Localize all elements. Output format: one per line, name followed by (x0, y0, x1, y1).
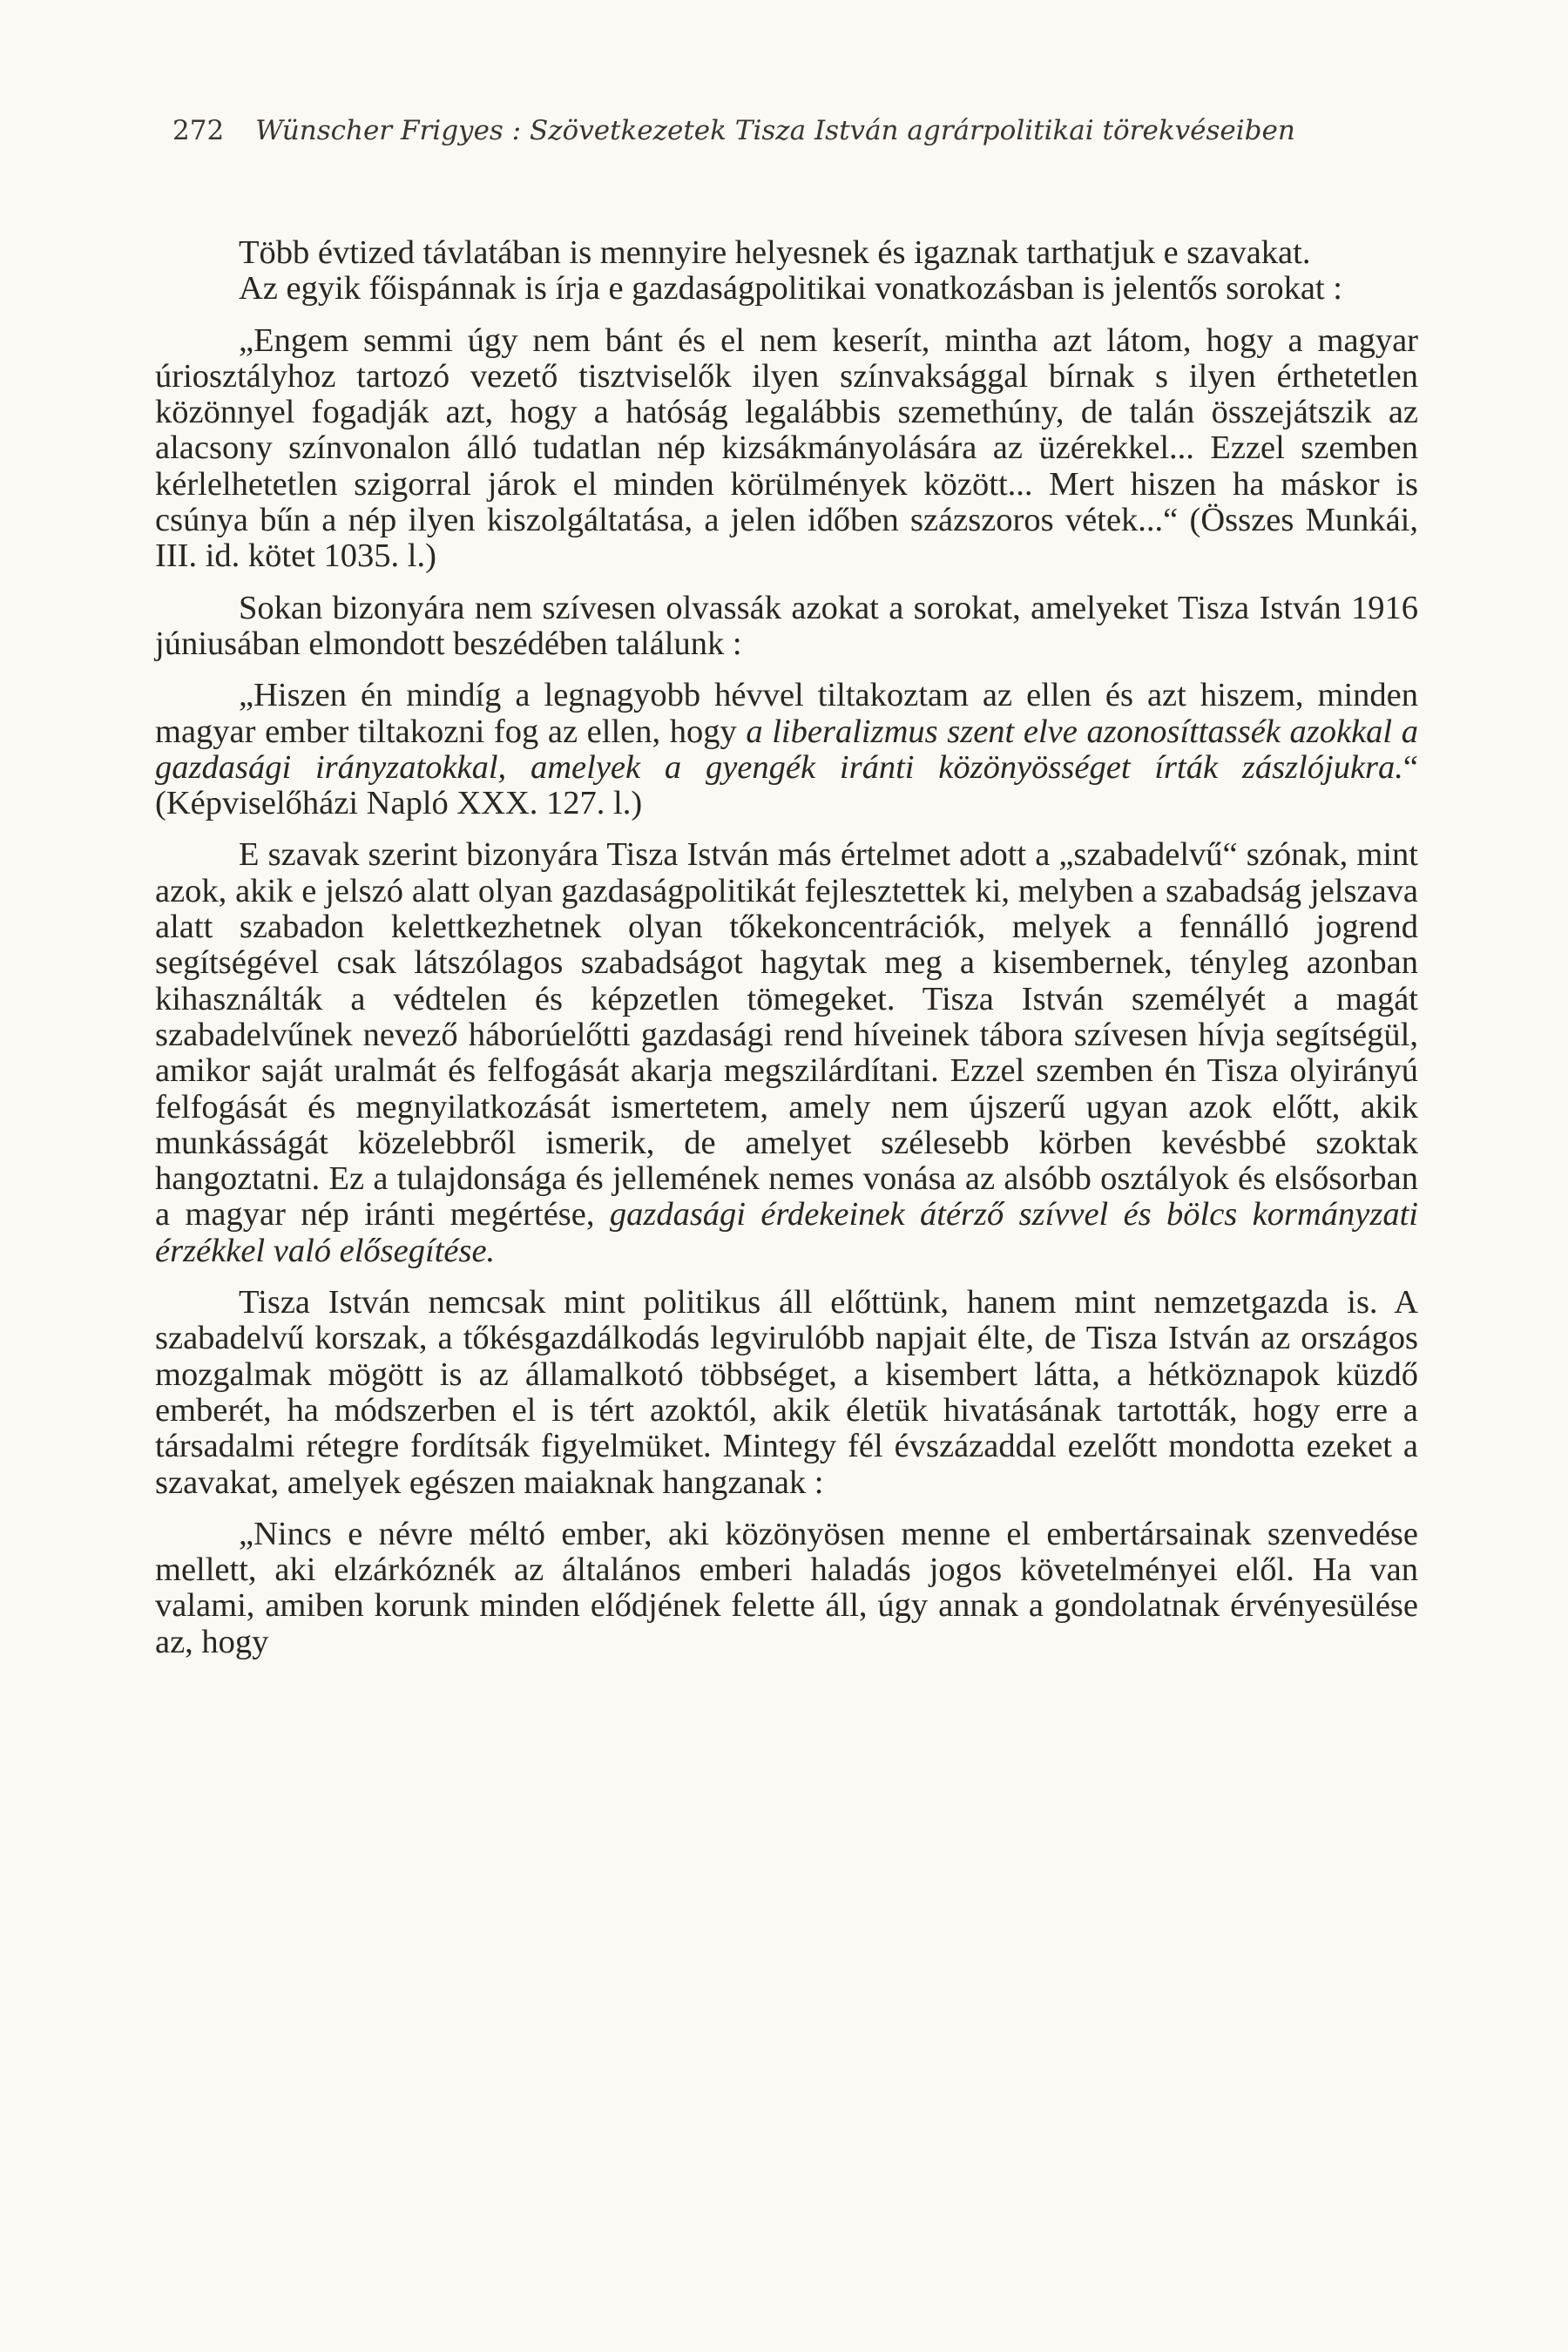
paragraph: Több évtized távlatában is mennyire helyesnek és igaznak tarthatjuk e szavakat. (239, 234, 1311, 271)
quote-paragraph (155, 678, 1418, 821)
paragraph: Sokan bizonyára nem szívesen olvassák azokat a sorokat, amelyeket Tisza István 1916 júniusában elmondott beszédében találunk : (155, 589, 1418, 662)
page-number: 272 (172, 115, 225, 146)
quote-source: “ (Képviselőházi Napló XXX. 127. l.) (155, 748, 1418, 822)
quote-paragraph: „Engem semmi úgy nem bánt és el nem keserít, mintha azt látom, hogy a magyar úriosztályhoz tartozó vezető tisztviselők ilyen színvaksággal bírnak s ilyen érthetetlen közönnyel fogadják azt, hogy a hatóság legalábbis szemethúny, de talán összejátszik az alacsony színvonalon álló tudatlan nép kizsákmányolására az üzérekkel... Ezzel szemben kérlelhetetlen szigorral járok el minden körülmények között... Mert hiszen ha máskor is csúnya bűn a nép ilyen kiszolgáltatása, a jelen időben százszoros vétek...“ (Összes Munkái, III. id. kötet 1035. l.) (155, 321, 1418, 575)
running-header (172, 115, 1427, 146)
running-title: Wünscher Frigyes : Szövetkezetek Tisza István agrárpolitikai törekvéseiben (255, 115, 1295, 146)
italic-emphasis: a liberalizmus szent elve azonosíttassék azokkal a gazdasági irányzatokkal, amelyek a gyengék iránti közönyösséget írták zászlójukra. (155, 713, 1418, 786)
italic-emphasis: gazdasági érdekeinek átérző szívvel és bölcs kormányzati érzékkel való elősegítése. (155, 1196, 1418, 1269)
paragraph (155, 837, 1418, 1269)
body-text (155, 235, 1418, 1660)
paragraph: Az egyik főispánnak is írja e gazdaságpolitikai vonatkozásban is jelentős sorokat : (239, 270, 1342, 308)
quote-text: „Hiszen én mindíg a legnagyobb hévvel tiltakoztam az ellen és azt hiszem, minden magyar ember tiltakozni fog az ellen, hogy (155, 677, 1418, 750)
paragraph-text: E szavak szerint bizonyára Tisza István más értelmet adott a „szabadelvű“ szónak, mint azok, akik e jelszó alatt olyan gazdaságpolitikát fejlesztettek ki, melyben a szabadság jelszava alatt szabadon kelettkezhetnek olyan tőkekoncentrációk, melyek a fennálló jogrend segítségével csak látszólagos szabadságot hagytak meg a kisembernek, tényleg azonban kihasználták a védtelen és képzetlen tömegeket. Tisza István személyét a magát szabadelvűnek nevező háborúelőtti gazdasági rend híveinek tábora szívesen hívja segítségül, amikor saját uralmát és felfogását akarja megszilárdítani. Ezzel szemben én Tisza olyirányú felfogását és megnyilatkozását ismertetem, amely nem újszerű ugyan azok előtt, akik munkásságát közelebbről ismerik, de amelyet szélesebb körben kevésbbé szoktak hangoztatni. Ez a tulajdonsága és jellemének nemes vonása az alsóbb osztályok és elsősorban a magyar nép iránti megértése, (155, 836, 1418, 1233)
paragraph: Tisza István nemcsak mint politikus áll előttünk, hanem mint nemzetgazda is. A szabadelvű korszak, a tőkésgazdálkodás legvirulóbb napjait élte, de Tisza István az országos mozgalmak mögött is az államalkotó többséget, a kisembert látta, a hétköznapok küzdő emberét, ha módszerben el is tért azoktól, akik életük hivatásának tartották, hogy erre a társadalmi rétegre fordítsák figyelmüket. Mintegy fél évszázaddal ezelőtt mondotta ezeket a szavakat, amelyek egészen maiaknak hangzanak : (155, 1284, 1418, 1501)
quote-paragraph: „Nincs e névre méltó ember, aki közönyösen menne el embertársainak szenvedése mellett, aki elzárkóznék az általános emberi haladás jogos követelményei elől. Ha van valami, amiben korunk minden elődjének felette áll, úgy annak a gondolatnak érvényesülése az, hogy (155, 1515, 1418, 1660)
